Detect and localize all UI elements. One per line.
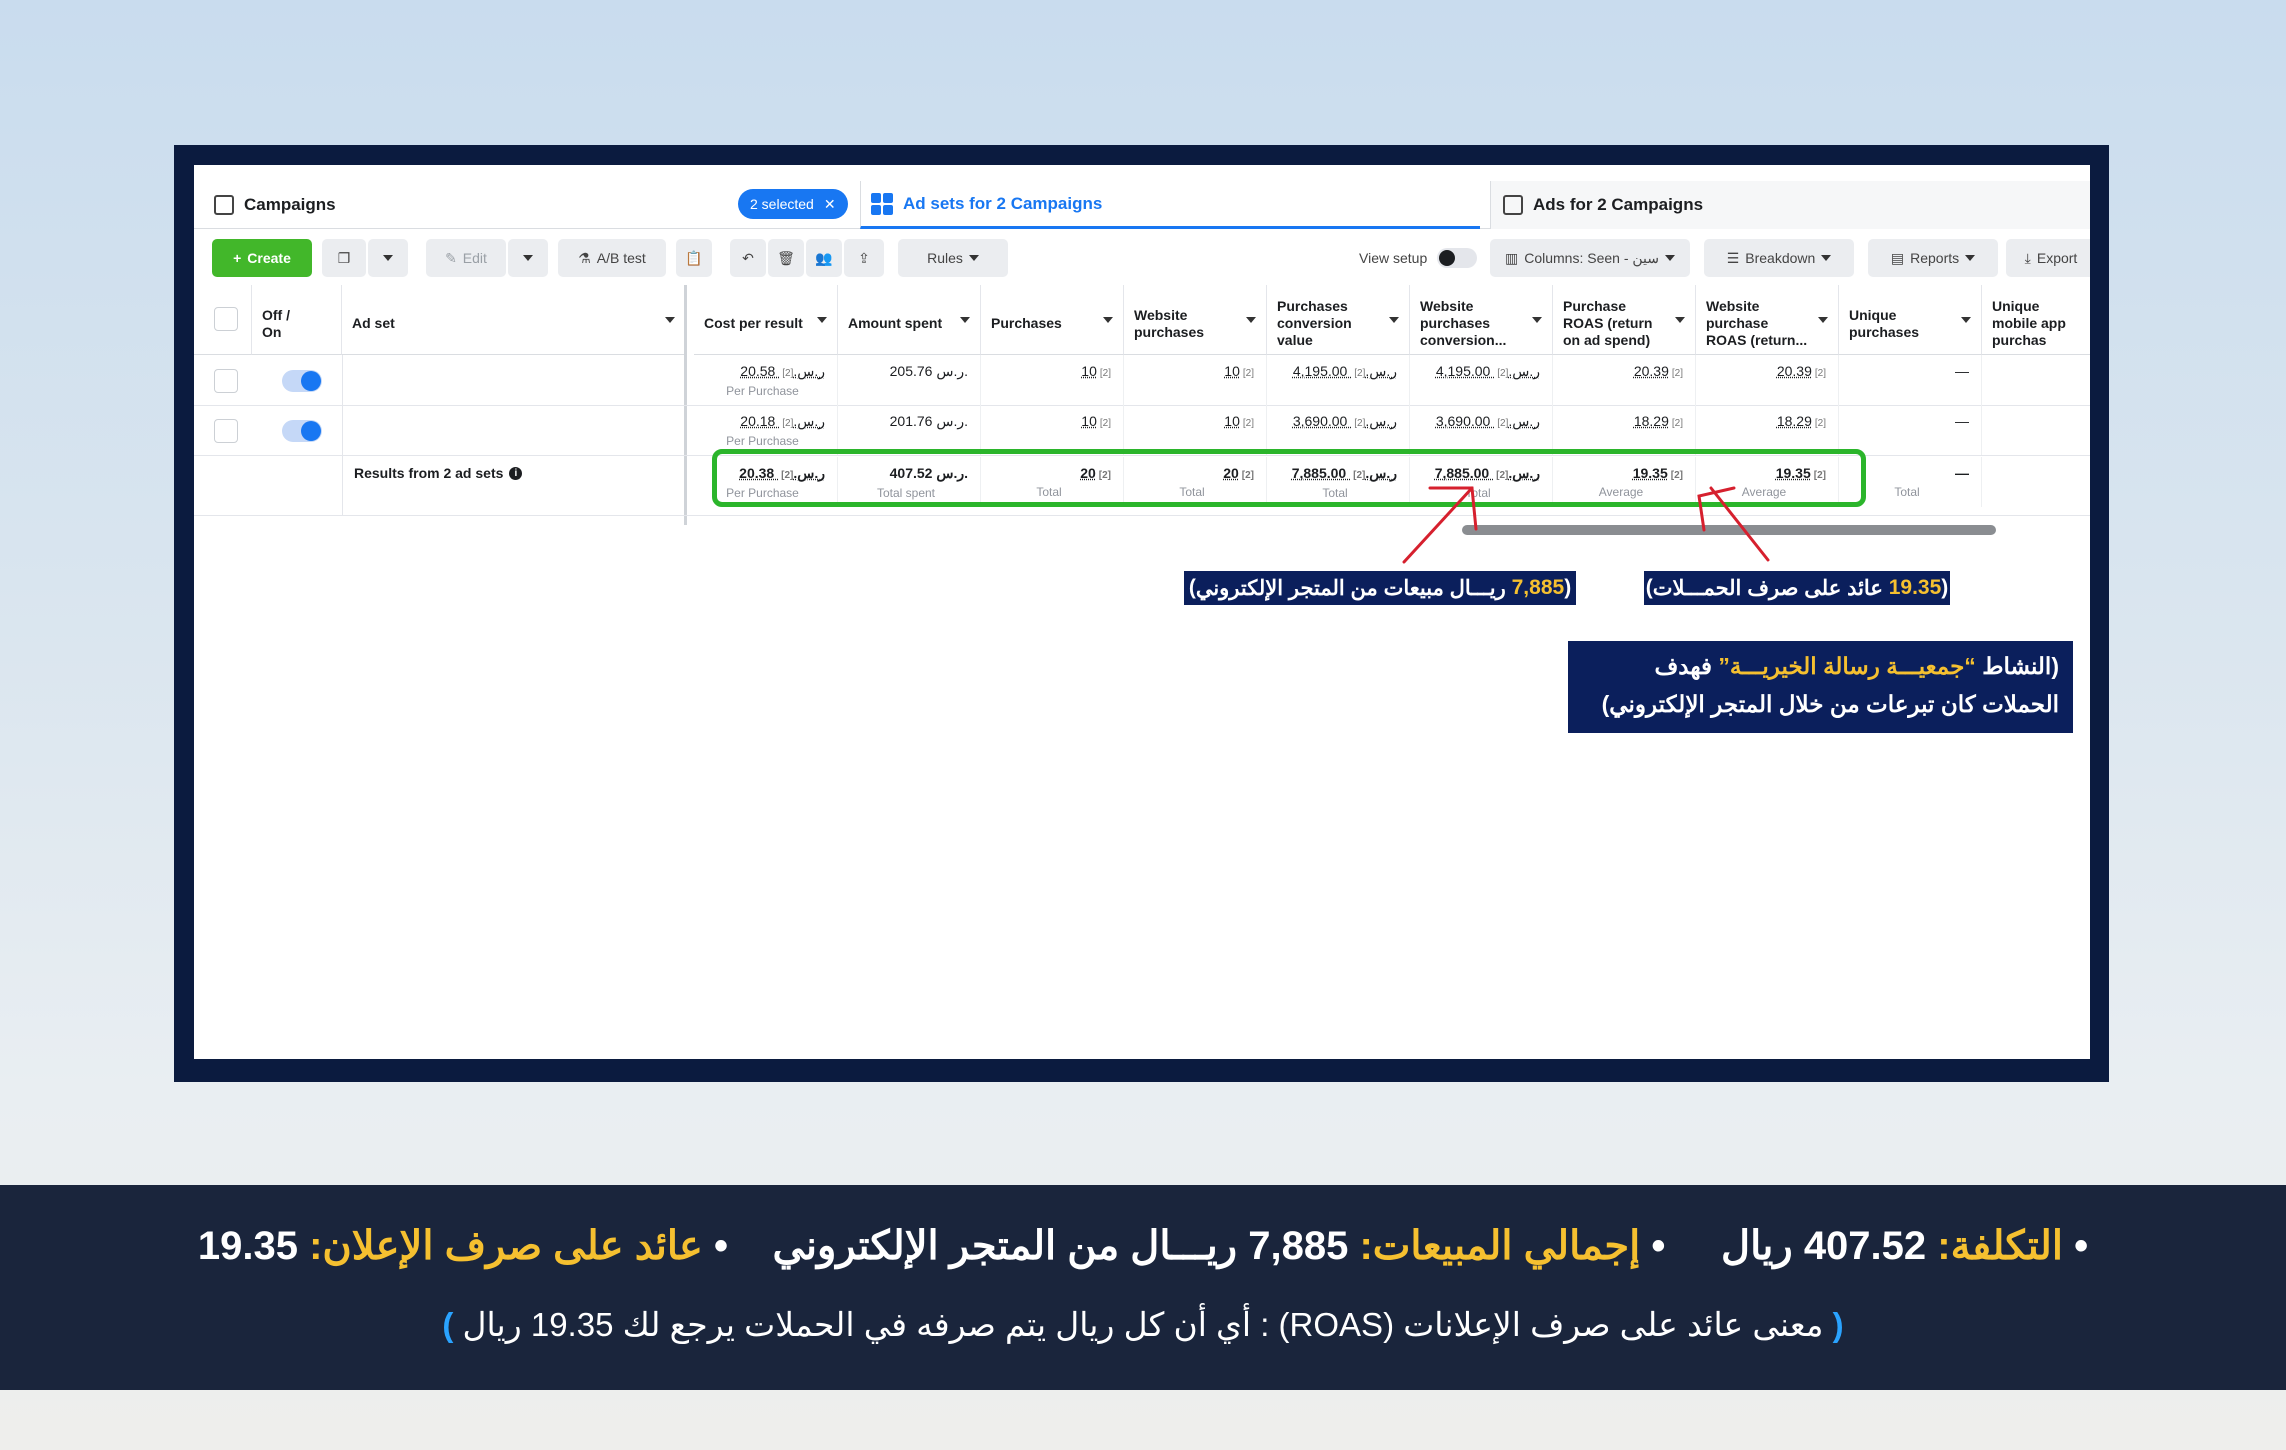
row-web-conv: 3,690.00 ر.س.[2] <box>1410 405 1553 455</box>
row-web-roas: 20.39 [2] <box>1696 355 1839 405</box>
row-cost: 20.18 ر.س.[2] Per Purchase <box>694 405 838 455</box>
bullet: • <box>2074 1224 2089 1268</box>
totals-roas: 19.35 [2] Average <box>1553 457 1696 507</box>
header-unique-label: Unique purchases <box>1849 306 1920 340</box>
row-purchases: 10 [2] <box>981 355 1124 405</box>
row-cost-value: 20.58 ر.س. <box>740 363 825 379</box>
header-off-on-label: Off / On <box>262 306 290 340</box>
note-mid: فهدف <box>1654 653 1712 679</box>
totals-spent-value: 407.52 ر.س. <box>889 465 968 481</box>
totals-purchases-value: 20 <box>1080 465 1096 481</box>
totals-spent-sub: Total spent <box>876 486 936 500</box>
totals-web-conv-sub: Total <box>1465 486 1491 500</box>
pencil-icon: ✎ <box>445 249 457 266</box>
close-icon[interactable]: ✕ <box>823 195 836 212</box>
row-web-purchases-value: 10 <box>1224 363 1240 379</box>
note-line-1: (النشاط “جمعيـــة رسالة الخيريـــة” فهدف <box>1654 653 2059 679</box>
header-roas-label: Purchase ROAS (return on ad spend) <box>1563 298 1653 348</box>
paren-open: ( <box>1832 1306 1844 1343</box>
row-web-conv-value: 3,690.00 ر.س. <box>1435 413 1540 429</box>
tab-campaigns-label: Campaigns <box>244 195 336 214</box>
totals-roas-sub: Average <box>1598 485 1644 499</box>
reports-label: Reports <box>1910 250 1960 266</box>
paren-close: ) <box>1188 576 1196 599</box>
totals-unique-value: — <box>1955 465 1969 481</box>
paren-close: ) <box>442 1306 454 1343</box>
row-spent-value: 205.76 ر.س. <box>889 363 968 379</box>
roas-value: 19.35 <box>197 1224 298 1268</box>
totals-web-purchases: 20 [2] Total <box>1124 457 1267 507</box>
sales-callout <box>1184 571 1576 605</box>
row-web-conv-value: 4,195.00 ر.س. <box>1435 363 1540 379</box>
header-cost-label: Cost per result <box>704 315 803 331</box>
row-web-purchases: 10 [2] <box>1124 405 1267 455</box>
preview-icon: ⇪ <box>858 249 870 266</box>
totals-web-roas-value: 19.35 <box>1775 465 1811 481</box>
paren-open: ( <box>1564 576 1572 599</box>
row-roas: 20.39 [2] <box>1553 355 1696 405</box>
row-web-roas: 18.29 [2] <box>1696 405 1839 455</box>
paren-open: ( <box>1941 576 1949 599</box>
header-conv-value-label: Purchases conversion value <box>1277 298 1352 348</box>
row-purchases: 10 [2] <box>981 405 1124 455</box>
people-icon: 👥 <box>815 249 833 266</box>
row-conv-value: 3,690.00 ر.س.[2] <box>1267 405 1410 455</box>
row-cost-sub: Per Purchase <box>726 434 799 448</box>
row-roas-value: 18.29 <box>1633 413 1669 429</box>
row-web-purchases-value: 10 <box>1224 413 1240 429</box>
copy-icon: ❐ <box>337 249 351 266</box>
totals-web-roas-sub: Average <box>1741 485 1787 499</box>
view-setup-label: View setup <box>1359 250 1428 266</box>
roas-arrow <box>1711 488 1768 560</box>
header-web-purchases-label: Website purchases <box>1134 306 1205 340</box>
totals-web-conv-value: 7,885.00 ر.س. <box>1434 465 1540 481</box>
bullet: • <box>1651 1224 1666 1268</box>
header-unique-mobile-label: Unique mobile app purchas <box>1992 298 2066 348</box>
totals-conv-value: 7,885.00 ر.س.[2] Total <box>1267 457 1410 507</box>
row-cost: 20.58 ر.س.[2] Per Purchase <box>694 355 838 405</box>
row-cost-sub: Per Purchase <box>726 384 799 398</box>
roas-callout <box>1644 571 1950 605</box>
totals-unique-sub: Total <box>1894 485 1920 499</box>
download-icon: ⤓ <box>2024 249 2031 266</box>
totals-label-text: Results from 2 ad sets <box>354 465 504 481</box>
edit-label: Edit <box>462 250 487 266</box>
roas-explanation <box>0 1305 2286 1344</box>
roas-callout-number: 19.35 <box>1888 576 1942 599</box>
totals-cost: 20.38 ر.س.[2] Per Purchase <box>694 457 838 507</box>
row-conv-value-value: 4,195.00 ر.س. <box>1292 363 1397 379</box>
selected-badge-label: 2 selected <box>750 196 814 212</box>
trash-icon: 🗑 <box>777 249 795 266</box>
row-roas: 18.29 [2] <box>1553 405 1696 455</box>
summary-band <box>0 1185 2286 1390</box>
totals-roas-value: 19.35 <box>1632 465 1668 481</box>
totals-conv-value-sub: Total <box>1322 486 1348 500</box>
cost-value: 407.52 ريال <box>1721 1224 1927 1268</box>
totals-cost-value: 20.38 ر.س. <box>739 465 825 481</box>
row-conv-value: 4,195.00 ر.س.[2] <box>1267 355 1410 405</box>
row-purchases-value: 10 <box>1081 363 1097 379</box>
tab-ads-label: Ads for 2 Campaigns <box>1533 195 1704 214</box>
columns-icon: ▥ <box>1504 249 1519 266</box>
totals-web-roas: 19.35 [2] Average <box>1696 457 1839 507</box>
row-unique-value: — <box>1955 363 1969 379</box>
breakdown-icon: ☰ <box>1726 249 1740 266</box>
header-ad-set-label: Ad set <box>352 315 395 331</box>
info-icon[interactable]: i <box>509 467 522 480</box>
ads-manager-panel <box>194 165 2090 1059</box>
export-label: Export <box>2036 250 2078 266</box>
header-web-conv-label: Website purchases conversion... <box>1420 298 1507 348</box>
bullet: • <box>714 1224 729 1268</box>
row-spent-value: 201.76 ر.س. <box>889 413 968 429</box>
row-cost-value: 20.18 ر.س. <box>740 413 825 429</box>
cost-label: التكلفة: <box>1937 1224 2063 1268</box>
row-unique-value: — <box>1955 413 1969 429</box>
roas-callout-text: عائد على صرف الحمـــلات <box>1652 576 1883 600</box>
totals-purchases: 20 [2] Total <box>981 457 1124 507</box>
annotation-arrows <box>194 165 2090 1059</box>
row-conv-value-value: 3,690.00 ر.س. <box>1292 413 1397 429</box>
row-web-roas-value: 20.39 <box>1776 363 1812 379</box>
header-spent-label: Amount spent <box>848 315 943 331</box>
columns-label: Columns: Seen - سين <box>1524 249 1660 266</box>
sales-arrow <box>1404 488 1472 562</box>
totals-web-conv: 7,885.00 ر.س.[2] Total <box>1410 457 1553 507</box>
paren-close: ) <box>1645 576 1653 599</box>
totals-cost-sub: Per Purchase <box>726 486 799 500</box>
note-prefix: النشاط <box>1982 653 2052 679</box>
note-line-2: الحملات كان تبرعات من خلال المتجر الإلكتروني) <box>1601 691 2059 717</box>
breakdown-label: Breakdown <box>1745 250 1816 266</box>
plus-icon: + <box>233 250 242 266</box>
header-web-roas-label: Website purchase ROAS (return... <box>1706 298 1808 348</box>
roas-explanation-text: معنى عائد على صرف الإعلانات (ROAS) : أي أن كل ريال يتم صرفه في الحملات يرجع لك 19.35 ريال <box>462 1306 1824 1343</box>
sales-value: 7,885 ريـــال من المتجر الإلكتروني <box>772 1224 1349 1268</box>
rules-label: Rules <box>927 250 963 266</box>
reports-icon: ▤ <box>1890 249 1905 266</box>
create-label: Create <box>247 250 291 266</box>
totals-web-purchases-value: 20 <box>1223 465 1239 481</box>
tab-adsets-label: Ad sets for 2 Campaigns <box>903 193 1103 213</box>
campaign-note <box>1568 641 2073 733</box>
header-purchases-label: Purchases <box>991 315 1062 331</box>
totals-purchases-sub: Total <box>1036 485 1062 499</box>
undo-icon: ↶ <box>742 249 754 266</box>
row-web-conv: 4,195.00 ر.س.[2] <box>1410 355 1553 405</box>
ab-test-label: A/B test <box>596 250 646 266</box>
summary-metrics <box>0 1223 2286 1269</box>
row-web-roas-value: 18.29 <box>1776 413 1812 429</box>
row-web-purchases: 10 [2] <box>1124 355 1267 405</box>
note-org: “جمعيـــة رسالة الخيريـــة” <box>1718 653 1976 679</box>
row-roas-value: 20.39 <box>1633 363 1669 379</box>
totals-conv-value-value: 7,885.00 ر.س. <box>1291 465 1397 481</box>
sales-label: إجمالي المبيعات: <box>1359 1224 1641 1268</box>
sales-callout-text: ريـــال مبيعات من المتجر الإلكتروني <box>1195 576 1506 600</box>
clipboard-icon: 📋 <box>685 249 703 266</box>
note-line-2-text: الحملات كان تبرعات من خلال المتجر الإلكتروني <box>1609 691 2059 717</box>
sales-callout-number: 7,885 <box>1511 576 1565 599</box>
flask-icon: ⚗ <box>578 249 591 266</box>
totals-web-purchases-sub: Total <box>1179 485 1205 499</box>
roas-label: عائد على صرف الإعلان: <box>309 1224 703 1268</box>
row-purchases-value: 10 <box>1081 413 1097 429</box>
